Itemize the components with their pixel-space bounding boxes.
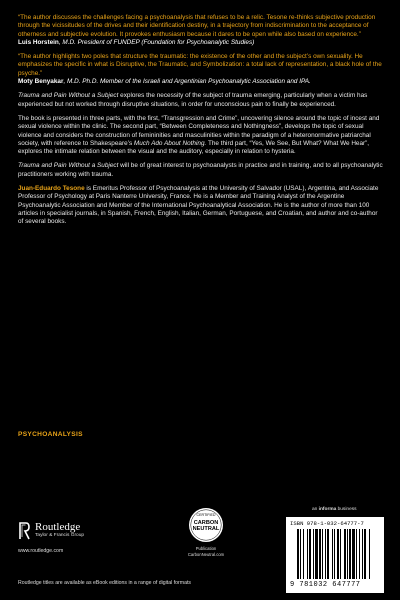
book-title: Trauma and Pain Without a Subject [18,92,119,100]
seal-certified: CERTIFIED [196,513,216,517]
author-bio: Juan-Eduardo Tesone is Emeritus Professor of Psychoanalysis at the University of Salvador (USAL), Argentina, and Associate Professor of Psychology at Paris Nanterre University, France. He is a Member and Training Analyst of the Argentine Psychoanalytic Association and Member of the International Psychoanalytical Association. He is the author of more than 100 articles in specialist journals, in Spanish, French, English, Italian, German, Portuguese, and Croatian, and author and co-author of several books. [18,185,379,226]
publisher-name: Routledge [35,521,81,533]
seal-neutral: NEUTRAL [192,526,220,532]
endorsement-attribution-2 [18,78,384,86]
description-paragraph-1: Trauma and Pain Without a Subject explores the necessity of the subject of trauma emerging, particularly when a victim has experienced but not worked through disruptive situations, in order for unconscious pain to finally be experienced. [18,92,368,108]
ebook-note: Routledge titles are available as eBook editions in a range of digital formats [18,580,192,586]
publisher-logo [18,521,84,541]
carbon-neutral-seal-icon [187,506,225,544]
back-cover-text [18,14,384,233]
seal-publication: Publication [195,546,217,551]
subject-category: PSYCHOANALYSIS [18,431,83,438]
barcode-icon [296,529,376,581]
endorsement-quote-1: “The author discusses the challenges facing a psychoanalysis that refuses to be a relic. Tesone re-thinks subjective production through the vicissitudes of the drives and their identification destiny, in a trajectory from indiscrimination to the acceptance of otherness and subjective evolution. It provokes enthusiasm because it dares to be open while also based on experience.” [18,14,376,38]
publisher-url: www.routledge.com [18,548,64,554]
informa-brand: informa [318,507,337,512]
routledge-r-icon [18,521,31,541]
book-title: Trauma and Pain Without a Subject [18,162,119,170]
barcode-block [286,517,384,593]
endorser-name-1: Luis Horstein [18,38,59,46]
barcode-number: 9 781032 647777 [290,581,361,589]
endorser-role-1: , M.D. President of FUNDEP (Foundation for Psychoanalytic Studies) [58,38,255,46]
isbn-text: ISBN 978-1-032-64777-7 [290,520,364,527]
endorsement-quote-2: “The author highlights two poles that structure the traumatic: the existence of the other and the subject’s own sexuality. He emphasizes the specific in what is Disruptive, the Traumatic, and Symbolization: a total lack of representation, a black hole of the psyche.” [18,53,382,77]
endorsement-attribution-1 [18,39,384,47]
shakespeare-title: Much Ado About Nothing. [133,139,207,147]
informa-tagline: an informa business [312,507,357,512]
seal-carbon: CARBON [193,520,219,526]
description-paragraph-2: The book is presented in three parts, with the first, “Transgression and Crime”, uncovering silence around the topic of incest and sexual violence within the clinic. The second part, “Between Completeness and Nothingness”, develops the topic of sexual violence and considers the construction of femininities and masculinities within the paradigm of a heteronormative patriarchal society, with reference to Shakespeare’s Much Ado About Nothing. The third part, “Yes, We See, But What? What We Hear”, explores the intimate relation between the visual and the auditory, especially in relation to hysteria. [18,114,380,156]
endorser-role-2: , M.D. Ph.D. Member of the Israeli and Argentinian Psychoanalytic Association and IPA. [63,78,311,86]
publisher-group: Taylor & Francis Group [35,533,85,538]
endorser-name-2: Moty Benyakar [18,78,64,86]
seal-url: CarbonNeutral.com [187,552,225,557]
description-paragraph-3: Trauma and Pain Without a Subject will be of great interest to psychoanalysts in practice and in training, and to all psychoanalytic practitioners working with trauma. [18,162,383,178]
author-name: Juan-Eduardo Tesone [18,185,85,193]
